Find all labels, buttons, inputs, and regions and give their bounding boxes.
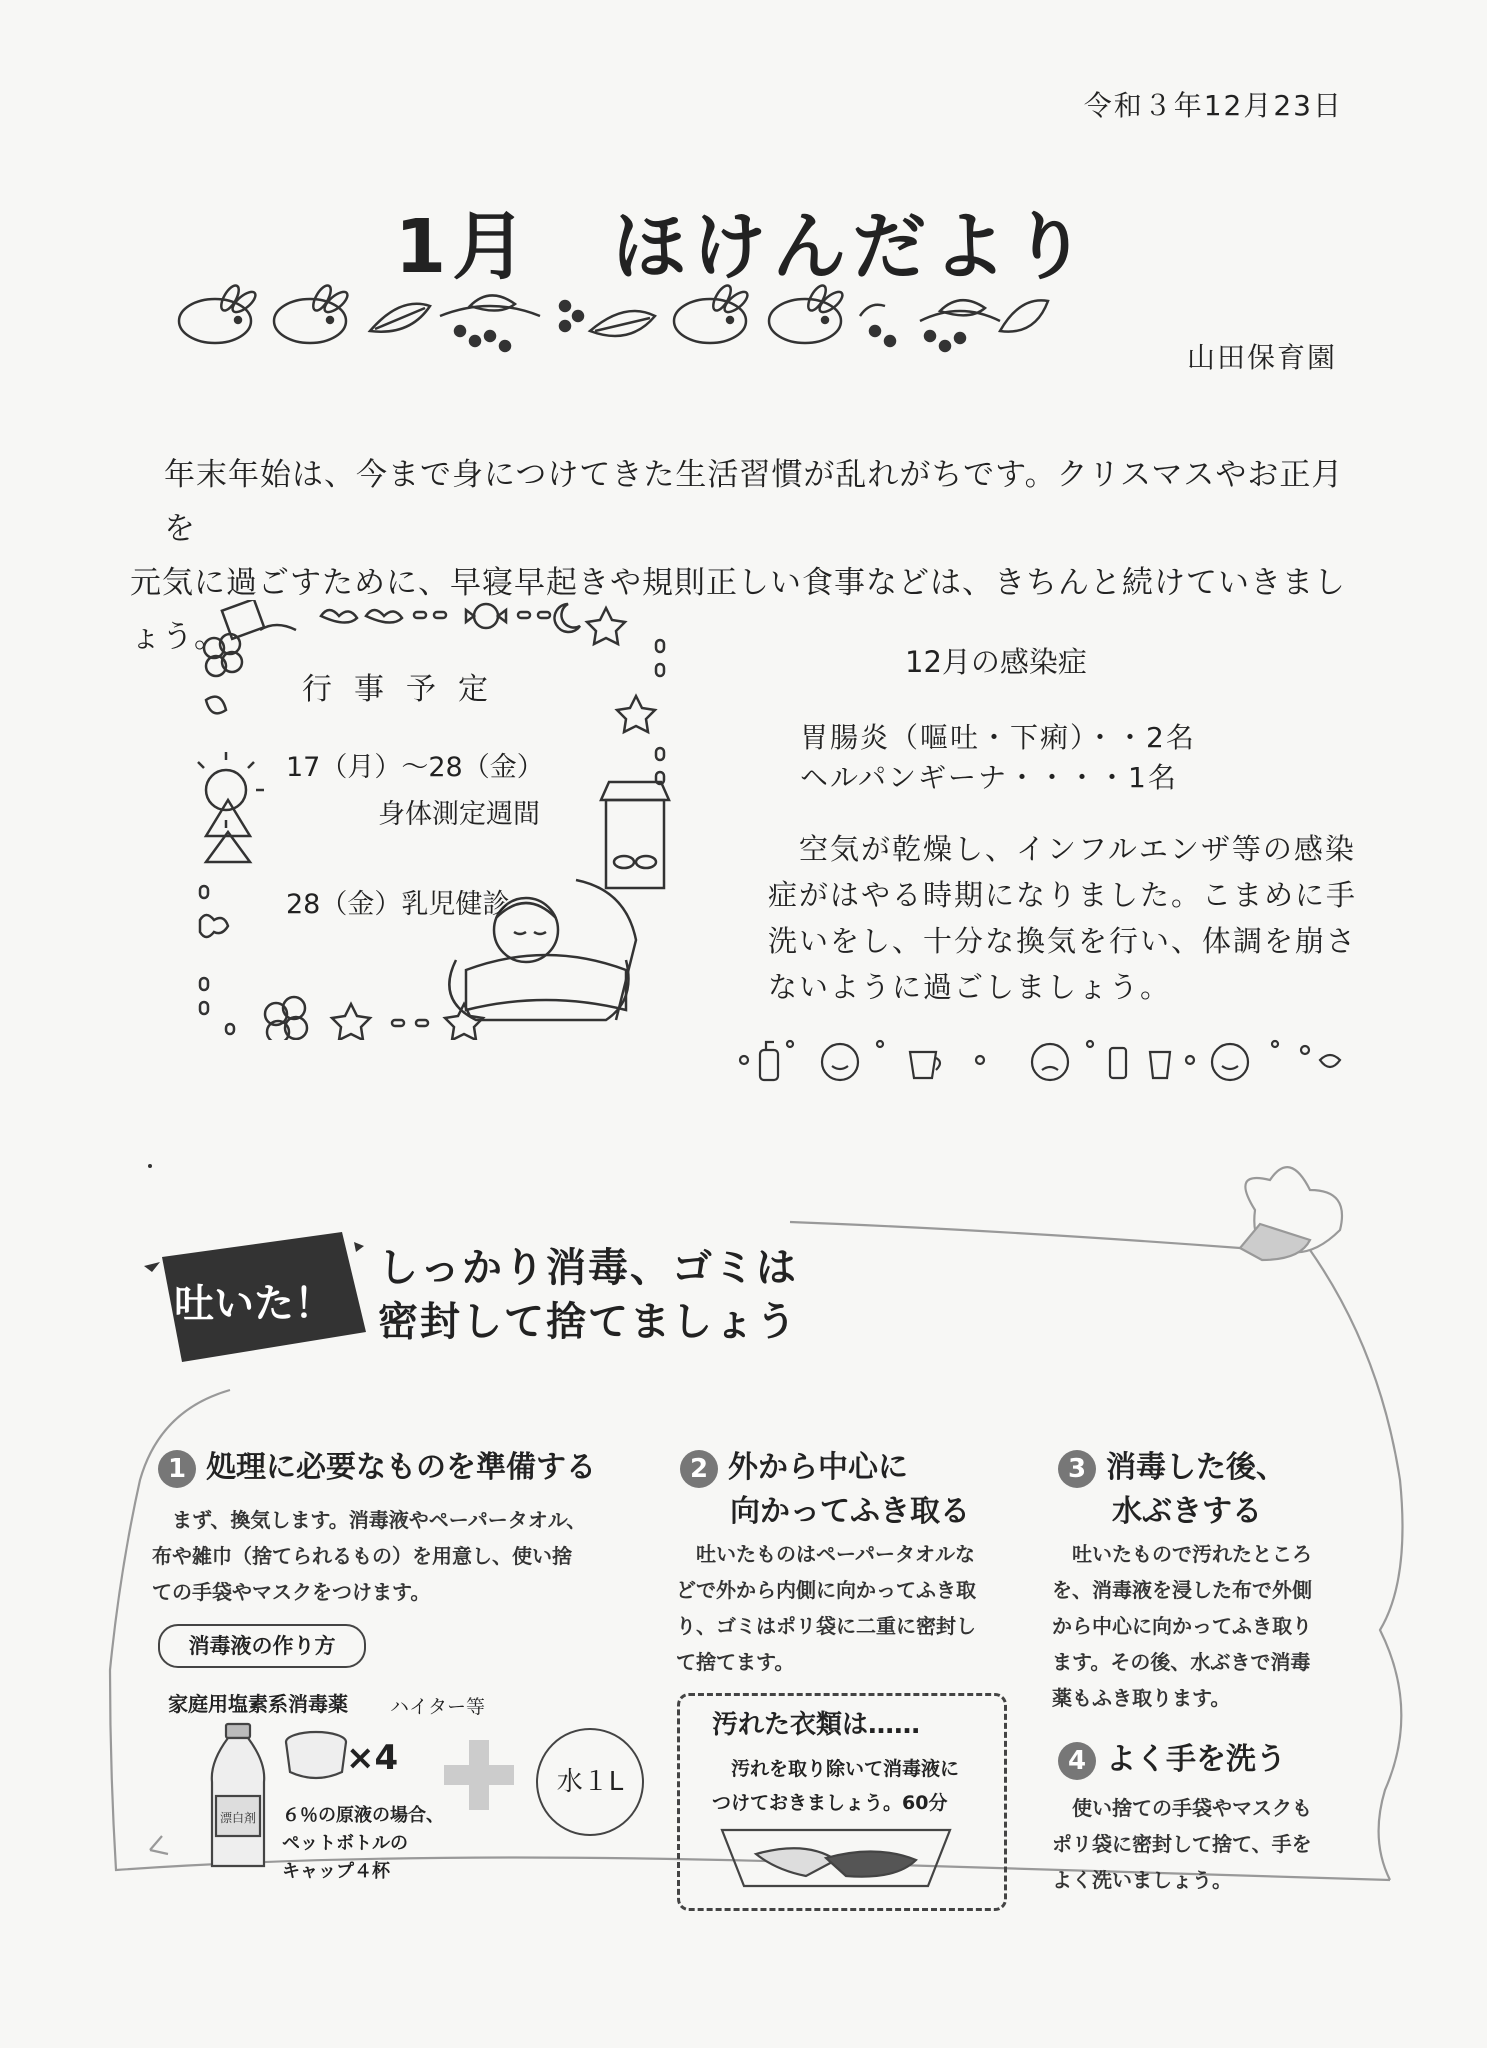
body-line: 布や雑巾（捨てられるもの）を用意し、使い捨 <box>152 1544 572 1568</box>
chemical-example: ハイター等 <box>390 1696 486 1718</box>
decorative-rabbit-border <box>170 276 1050 366</box>
intro-line: 年末年始は、今まで身につけてきた生活習慣が乱れがちです。クリスマスやお正月を <box>164 457 1344 547</box>
infection-item: 胃腸炎（嘔吐・下痢）・・2名 <box>800 721 1196 754</box>
vomit-headline: しっかり消毒、ゴミは <box>378 1245 798 1291</box>
body-line: つけておきましょう。60分 <box>712 1792 948 1814</box>
step-title-text: 消毒した後、 <box>1106 1450 1286 1485</box>
child-face-icon <box>822 1044 858 1080</box>
event-date: 17（月）～28（金） <box>286 752 544 783</box>
note-line: ６％の原液の場合、 <box>282 1805 444 1826</box>
hand-washing-icon <box>1301 1046 1340 1067</box>
cup-icon <box>1150 1052 1170 1078</box>
body-line: ます。その後、水ぶきで消毒 <box>1052 1650 1311 1674</box>
vomit-badge-label: 吐いた！ <box>174 1281 334 1327</box>
note-line: ペットボトルの <box>282 1833 408 1854</box>
step-title-text: よく手を洗う <box>1106 1742 1286 1777</box>
cap-note <box>282 1802 452 1886</box>
advice-line: 空気が乾燥し、インフルエンザ等の感染 <box>768 832 1356 866</box>
star-icon <box>587 608 625 644</box>
body-line: ての手袋やマスクをつけます。 <box>152 1580 431 1604</box>
berry-icon <box>860 305 895 346</box>
crying-face-icon <box>1032 1044 1068 1080</box>
soap-bottle-icon <box>760 1042 778 1080</box>
body-line: 薬もふき取ります。 <box>1052 1686 1231 1710</box>
body-line: を、消毒液を浸した布で外側 <box>1052 1578 1312 1602</box>
page-title: 1月 ほけんだより <box>394 204 1093 290</box>
berry-icon <box>560 301 583 331</box>
moon-icon <box>555 604 580 632</box>
snow-rabbit-icon <box>179 283 259 343</box>
step-1-title <box>158 1442 596 1488</box>
ribbon-icon <box>206 697 226 714</box>
organization-name: 山田保育園 <box>1186 341 1337 374</box>
berry-branch-icon <box>440 295 540 351</box>
body-line: ポリ袋に密封して捨て、手を <box>1052 1832 1312 1856</box>
step-number-badge: 3 <box>1058 1450 1096 1488</box>
leaf-icon <box>590 311 655 336</box>
body-line: まず、換気します。消毒液やペーパータオル、 <box>152 1508 587 1532</box>
step-number-badge: 4 <box>1058 1742 1096 1780</box>
body-line: よく洗いましょう。 <box>1052 1868 1232 1892</box>
infection-title: 12月の感染症 <box>905 645 1087 679</box>
bleach-bottle-icon <box>200 1722 290 1872</box>
step-2-title <box>680 1442 908 1488</box>
advice-line: ないように過ごしましょう。 <box>768 970 1172 1004</box>
leaf-icon <box>370 304 430 332</box>
advice-line: 洗いをし、十分な換気を行い、体調を崩さ <box>768 924 1358 958</box>
chemical-name: 家庭用塩素系消毒薬 <box>168 1692 348 1716</box>
cup-icon <box>910 1052 940 1078</box>
soaking-basin-icon <box>716 1820 956 1892</box>
star-icon <box>617 696 655 732</box>
bottle-cap-icon <box>282 1728 352 1788</box>
body-line: どで外から内側に向かってふき取 <box>676 1578 976 1602</box>
star-icon <box>332 1004 370 1040</box>
body-line: り、ゴミはポリ袋に二重に密封し <box>676 1614 976 1638</box>
advice-line: 症がはやる時期になりました。こまめに手 <box>768 878 1358 912</box>
cap-multiplier: ×4 <box>346 1738 399 1778</box>
step-2-title-line2: 向かってふき取る <box>730 1494 970 1529</box>
step-title-text: 外から中心に <box>728 1450 908 1485</box>
snow-rabbit-icon <box>769 283 846 343</box>
event-label: 身体測定週間 <box>378 799 540 830</box>
step-1-body <box>152 1502 622 1610</box>
step-2-body <box>676 1536 1006 1680</box>
note-line: キャップ４杯 <box>282 1861 390 1882</box>
flower-icon <box>204 634 242 676</box>
water-circle: 水１L <box>536 1728 644 1836</box>
dirty-clothes-text <box>712 1752 998 1820</box>
sun-icon <box>196 752 264 828</box>
step-number-badge: 2 <box>680 1450 718 1488</box>
medicine-bottle-icon <box>1110 1048 1126 1078</box>
cloud-icon <box>321 610 402 623</box>
vomit-headline: 密封して捨てましょう <box>378 1299 798 1345</box>
step-3-title-line2: 水ぶきする <box>1112 1494 1262 1529</box>
snow-rabbit-icon <box>274 283 351 343</box>
events-title: 行事予定 <box>302 672 510 707</box>
child-face-icon <box>1212 1044 1248 1080</box>
body-line: 吐いたもので汚れたところ <box>1052 1542 1312 1566</box>
infection-advice <box>768 826 1360 1010</box>
snow-rabbit-icon <box>674 283 751 343</box>
step-3-title <box>1058 1442 1286 1488</box>
step-3-body <box>1052 1536 1357 1716</box>
mochi-cart-icon <box>601 782 669 888</box>
star-icon <box>445 1004 483 1040</box>
flower-icon <box>265 997 307 1040</box>
intro-line: 元気に過ごすために、早寝早起きや規則正しい食事などは、きちんと続けていきましょう。 <box>130 565 1346 655</box>
event-item: 28（金）乳児健診 <box>286 889 510 920</box>
body-line: 汚れを取り除いて消毒液に <box>712 1758 960 1780</box>
body-line: から中心に向かってふき取り <box>1052 1614 1312 1638</box>
candy-icon <box>466 604 506 628</box>
calendar-icon <box>222 600 296 639</box>
step-title-text: 処理に必要なものを準備する <box>206 1450 596 1485</box>
step-4-title <box>1058 1734 1286 1780</box>
leaf-icon <box>1000 300 1048 331</box>
cloud-icon <box>200 915 228 937</box>
step-number-badge: 1 <box>158 1450 196 1488</box>
infection-item: ヘルパンギーナ・・・・1名 <box>800 761 1178 794</box>
issue-date: 令和３年12月23日 <box>1083 89 1343 122</box>
berry-branch-icon <box>920 300 1000 351</box>
body-line: 使い捨ての手袋やマスクも <box>1052 1796 1312 1820</box>
step-4-body <box>1052 1790 1357 1898</box>
plus-icon <box>444 1740 514 1810</box>
dirty-clothes-title: 汚れた衣類は…… <box>712 1710 921 1740</box>
body-line: て捨てます。 <box>676 1650 795 1674</box>
hygiene-icon-row <box>730 1030 1355 1090</box>
recipe-label: 消毒液の作り方 <box>158 1624 366 1668</box>
body-line: 吐いたものはペーパータオルな <box>676 1542 975 1566</box>
bottle-label: 漂白剤 <box>219 1811 257 1825</box>
